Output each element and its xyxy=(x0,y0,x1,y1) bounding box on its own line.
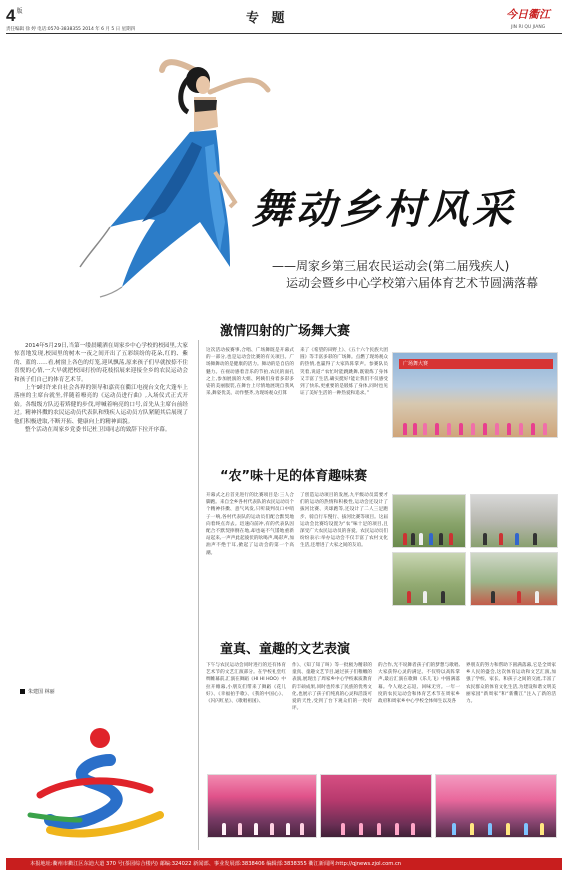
page-number-suffix: 版 xyxy=(16,8,23,15)
square-dance-photo xyxy=(392,352,558,438)
header-info: 责任编辑 徐 婷 电话:0570-3838355 2014 年 6 月 5 日 星期四 xyxy=(6,27,136,32)
section-2-col2: 了创造运动项目的发展,九平级动员需要才们的运动的热情和积极性,运动会还设计了拔河比赛、夹球跑等,还设计了二人三足跑步、骑自行车慢行、拔河比赛等项目。这届运动会比赛均设置为“农”味十足的项目,且深受广大农民运动员的喜爱。农民运动员们纷纷表示:举办运动会不仅丰富了农村文化生活,还增进了大家之间的友谊。 xyxy=(300,493,388,549)
intro-paragraph-2: 上午9时许来自社会各界的领导和嘉宾在衢江电视台文化大蓬车上落座的主席台就坐,伴随着嘹亮的《运动员进行曲》,入场仪式正式开始。各级级方队迈着矫健的步伐,呼喊着响亮的口号,首先从主席台前经过。精神抖擞的农民运动员代表队和残疾人运动员方队紧随其后展现了他们积极进取,不断开拓、健康向上的精神面貌。 xyxy=(14,385,188,425)
footer-address: 本报地址:衢州市衢江区东迪大道 370 号(茶园综合楼内) 邮编:324022 新闻部、事业发展部:3838406 编辑部:3838355 衢江新闻网:http://qjnews.zjol.com.cn xyxy=(30,861,402,867)
photo-dancers-row xyxy=(393,397,557,437)
main-title: 舞动乡村风采 xyxy=(252,186,516,233)
newspaper-logo: 今日衢江 xyxy=(506,8,550,21)
running-race-photo xyxy=(470,552,558,606)
relay-race-photo xyxy=(470,494,558,548)
logo-pinyin: JIN RI QU JIANG xyxy=(511,25,546,30)
byline-square-icon xyxy=(20,689,25,694)
intro-paragraph-3: 整个活动在周家乡党委书记杜卫国同志的致辞下拉开序幕。 xyxy=(25,427,171,434)
page-header xyxy=(6,6,562,32)
stage-performance-photo-1 xyxy=(207,774,317,838)
byline xyxy=(20,688,55,695)
intro-paragraph-1: 2014年5月29日,当第一缕晨曦洒在周家乡中心学校的校园里,大家惊喜地发现,校园里的树木一夜之间开出了五彩缤纷的花朵,红的、紫的、蓝的……看,树窗上各色的灯笼,迎风飘荡,原来孩子们早就按捺不住喜悦的心情,一大早就把校园打扮的花枝招展来迎接全乡的农民运动会和孩子们自己的体育艺术节。 xyxy=(14,343,188,383)
section-3-col3: 的合作,光不说舞者孩子们的梦想与歌唱,大家获得心灵的满足。不仅特以高阵掌声,最后汇演在歌舞《乐儿飞》中圆满落幕。今人观之忘返、回味无穷。一年一度的农民运动会和体育艺术节在周家乡政府和周家乡中心学校全体师生以及各 xyxy=(378,663,460,705)
page-number xyxy=(6,6,22,26)
footer-bar xyxy=(6,858,562,870)
section-3-col1: 下午与农民运动会同时进行的还有体育艺术节的文艺汇演部分。在学校礼堂红绸帷幕前,汇演在舞蹈《HI HI HOO》中拉开帷幕,小朋友们带来了舞蹈《花儿好》、《幸福拍手歌》、《我的中国心》、《闪闪红星》、《歌唱祖国》、 xyxy=(206,663,286,705)
section-title: 专 题 xyxy=(246,11,289,26)
section-3-heading: 童真、童趣的文艺表演 xyxy=(220,642,351,657)
section-3-col4: 界朋友的努力和帮助下圆满落幕,它是全周家乡人民的盛会,这次体育运动和文艺汇演,加强了学校、家长、和孩子之间的交流,丰富了农民群众的体育文化生活,为建设和谐文明美丽家园“新周家”和“新衢江”注入了新的活力。 xyxy=(466,663,556,705)
photo-banner: 广场舞大赛 xyxy=(399,359,553,369)
section-1-heading: 激情四射的广场舞大赛 xyxy=(220,324,351,339)
section-1-col1: 这次活动按赛事,合唱、广场舞既是开幕式的一部分,也是运动会比赛的有关项目。广场舞舞动的是健康的活力。舞动的是自信的魅力。在视动感着音乐的节拍,农民的面孔之上,参加展演的大姐、阿姨们身着多彩多姿的美丽服装,在舞台上尽情地展现自我风采,舞姿优美、动作整齐,为现场观众打算 xyxy=(206,348,294,397)
stage-performance-photo-3 xyxy=(435,774,557,838)
intro-column xyxy=(14,342,188,700)
section-2-col1: 开幕式之后首先进行的比赛项目是:三人合脚跑。来自全乡各村代表队的农民运动员个个精神抖擞、意气风发,只听裁判员口中哨子一响,各村代表队的运动员们配合默契地向着终点奔去。迅速向前冲,有的代表队因配合不默契摔倒在地,却也毫不气馁地重新站起来,一声声此起彼伏的吆喝声,喝彩声,加油声不绝于耳,掀起了运动会的第一个高潮。 xyxy=(206,493,294,556)
subtitle-line-2: 运动会暨乡中心学校第六届体育艺术节圆满落幕 xyxy=(286,276,539,290)
section-1-col2: 来了《希望的田野上》、《五十六个民族大团圆》等丰富多彩的广场舞。点燃了现场观众的热情,也赢得了大家阵阵掌声。参赛队员笑着,说道:“农忙时能跳跳舞,既锻炼了身体又丰富了生活,确实挺好!能让我们不仅感受到了快乐,更重要的是锻炼了身体,同时也见证了美好生活的一种热爱和追求。” xyxy=(300,348,388,397)
header-rule xyxy=(6,33,562,34)
page-number-value: 4 xyxy=(6,6,16,25)
stage-performance-photo-2 xyxy=(320,774,432,838)
dancer-illustration xyxy=(70,52,300,302)
column-divider xyxy=(198,340,199,850)
sports-logo xyxy=(20,720,185,850)
subtitle-line-1: ——周家乡第三届农民运动会(第二届残疾人) xyxy=(272,259,510,273)
section-3-col2: 作》、《知了知了叫》等一批极为精彩的童真、童趣文艺节目,通过孩子们稚嫩的表演,展现出了周家乡中心学校素质教育的丰硕成果,同时也传承了民族的优秀文化,也展示了孩子们纯真的心灵和活泼可爱的天性,受到了台下观众们的一致好评。 xyxy=(292,663,372,712)
byline-text: 朱建国 林丽 xyxy=(28,689,55,695)
section-2-heading: “农”味十足的体育趣味赛 xyxy=(220,469,368,484)
tug-of-war-photo xyxy=(392,494,466,548)
sack-race-photo xyxy=(392,552,466,606)
